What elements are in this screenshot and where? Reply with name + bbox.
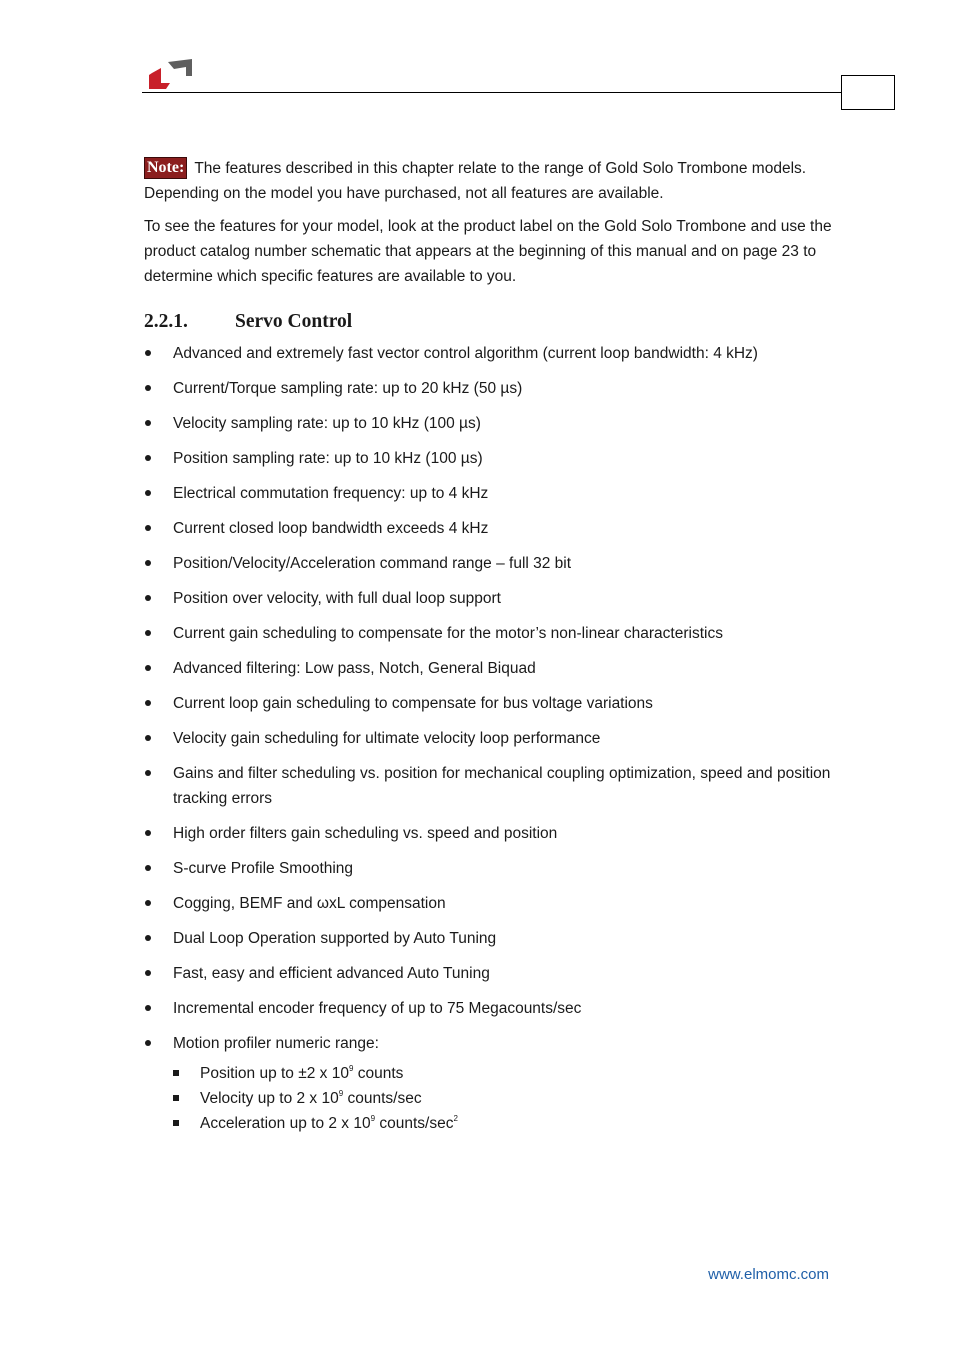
intro-paragraph: To see the features for your model, look at the product label on the Gold Solo Trombone and use the product catalog number schematic that appears at the beginning of this manual and on page 23 to determine which specific features are available to you. [144, 218, 832, 285]
list-item: Velocity sampling rate: up to 10 kHz (100 µs) [144, 411, 834, 436]
list-item: Advanced and extremely fast vector control algorithm (current loop bandwidth: 4 kHz) [144, 341, 834, 366]
list-item: Cogging, BEMF and ωxL compensation [144, 891, 834, 916]
list-item: Current gain scheduling to compensate for the motor’s non-linear characteristics [144, 621, 834, 646]
list-item: Current/Torque sampling rate: up to 20 kHz (50 µs) [144, 376, 834, 401]
list-item: Advanced filtering: Low pass, Notch, General Biquad [144, 656, 834, 681]
header-rule [142, 92, 842, 93]
exponent: 9 [370, 1114, 376, 1123]
feature-list [144, 341, 834, 1136]
list-item: Electrical commutation frequency: up to 4 kHz [144, 481, 834, 506]
section-title: Servo Control [235, 311, 353, 332]
sub-list-item [173, 1111, 834, 1136]
sub-list-item [173, 1061, 834, 1086]
list-item-text: Motion profiler numeric range: [173, 1035, 379, 1052]
note-paragraph [144, 156, 834, 206]
sub-list [173, 1061, 834, 1136]
sub-item-unit: counts/sec [375, 1115, 454, 1132]
list-item: Position sampling rate: up to 10 kHz (100 µs) [144, 446, 834, 471]
list-item: Incremental encoder frequency of up to 75 Megacounts/sec [144, 996, 834, 1021]
unit-exponent: 2 [453, 1114, 458, 1123]
page-number-box [841, 75, 895, 110]
list-item: Fast, easy and efficient advanced Auto Tuning [144, 961, 834, 986]
section-number: 2.2.1. [144, 311, 188, 332]
sub-item-text: Velocity up to 2 x 10 [200, 1090, 339, 1107]
list-item: Current loop gain scheduling to compensate for bus voltage variations [144, 691, 834, 716]
sub-item-text: Position up to ±2 x 10 [200, 1065, 349, 1082]
list-item: Gains and filter scheduling vs. position for mechanical coupling optimization, speed and position tracking errors [144, 761, 834, 811]
note-text: The features described in this chapter relate to the range of Gold Solo Trombone models. Depending on the model you have purchased, not all features are available. [144, 160, 807, 202]
list-item: High order filters gain scheduling vs. speed and position [144, 821, 834, 846]
sub-item-unit: counts/sec [343, 1090, 422, 1107]
footer-website-link[interactable]: www.elmomc.com [708, 1266, 829, 1283]
sub-list-item [173, 1086, 834, 1111]
list-item: Dual Loop Operation supported by Auto Tuning [144, 926, 834, 951]
elmo-logo-icon [148, 59, 192, 89]
sub-item-unit: counts [353, 1065, 404, 1082]
sub-item-text: Acceleration up to 2 x 10 [200, 1115, 371, 1132]
list-item: Position over velocity, with full dual loop support [144, 586, 834, 611]
list-item: Current closed loop bandwidth exceeds 4 kHz [144, 516, 834, 541]
list-item: Velocity gain scheduling for ultimate velocity loop performance [144, 726, 834, 751]
list-item: S-curve Profile Smoothing [144, 856, 834, 881]
exponent: 9 [338, 1089, 344, 1098]
list-item: Position/Velocity/Acceleration command range – full 32 bit [144, 551, 834, 576]
list-item-motion-profiler [144, 1031, 834, 1136]
exponent: 9 [348, 1064, 354, 1073]
note-label: Note: [144, 157, 187, 179]
section-heading [144, 309, 834, 335]
page-content [144, 156, 834, 1146]
